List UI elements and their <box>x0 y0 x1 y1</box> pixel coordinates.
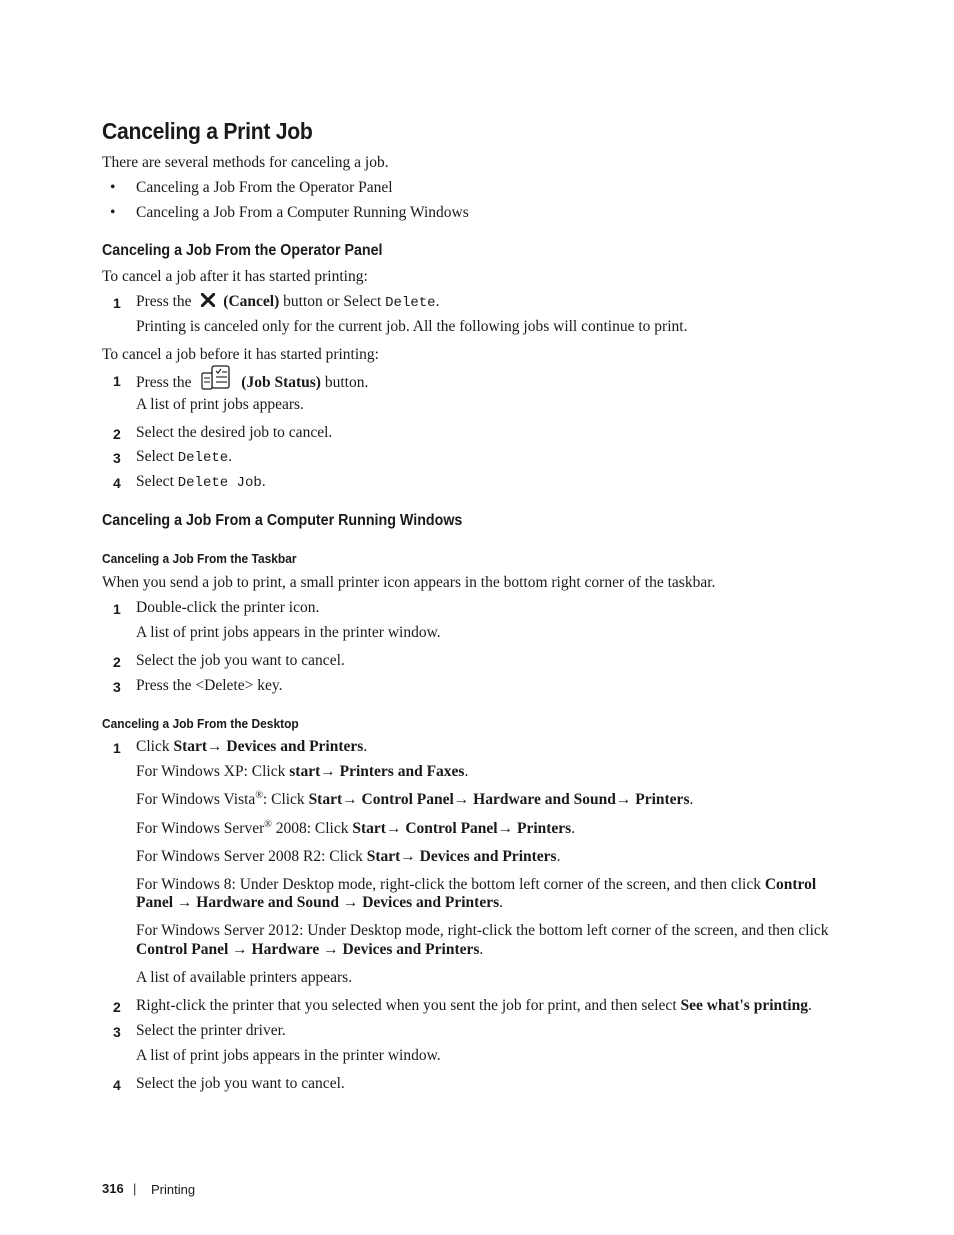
subheading-desktop: Canceling a Job From the Desktop <box>102 716 299 731</box>
section-heading-windows: Canceling a Job From a Computer Running Windows <box>102 512 463 529</box>
step-text: Select the job you want to cancel. <box>136 1075 345 1092</box>
step-text: Press the (Cancel) button or Select Delete. <box>136 293 440 312</box>
step-text: Double-click the printer icon. <box>136 599 320 616</box>
windows-vista-line: For Windows Vista®: Click Start→ Control Panel→ Hardware and Sound→ Printers. <box>136 790 694 808</box>
step-number: 4 <box>113 1077 121 1093</box>
bullet-dot: • <box>110 179 116 196</box>
step-note: A list of print jobs appears in the printer window. <box>136 624 441 641</box>
intro-text: There are several methods for canceling a job. <box>102 154 389 171</box>
job-status-icon <box>201 365 231 396</box>
step-text: Select the printer driver. <box>136 1022 286 1039</box>
page-number: 316 <box>102 1181 124 1196</box>
subheading-taskbar: Canceling a Job From the Taskbar <box>102 551 297 566</box>
step-text: Press the (Job Status) button. <box>136 371 368 396</box>
windows-server-2008-r2-line: For Windows Server 2008 R2: Click Start→ Devices and Printers. <box>136 848 561 865</box>
step-note: A list of available printers appears. <box>136 969 353 986</box>
windows-server-2012-line: For Windows Server 2012: Under Desktop mode, right-click the bottom left corner of the screen, and then click <box>136 922 829 939</box>
step-number: 3 <box>113 679 121 695</box>
footer-section-name: Printing <box>151 1182 196 1197</box>
before-start-intro: To cancel a job before it has started printing: <box>102 346 379 363</box>
step-number: 2 <box>113 999 121 1015</box>
windows-8-line: For Windows 8: Under Desktop mode, right-click the bottom left corner of the screen, and then click Control <box>136 876 817 893</box>
after-start-intro: To cancel a job after it has started printing: <box>102 268 368 285</box>
step-number: 3 <box>113 450 121 466</box>
step-number: 1 <box>113 295 121 311</box>
step-number: 2 <box>113 426 121 442</box>
bullet-dot: • <box>110 204 116 221</box>
step-note: A list of print jobs appears. <box>136 396 304 413</box>
step-number: 3 <box>113 1024 121 1040</box>
step-number: 1 <box>113 601 121 617</box>
step-number: 1 <box>113 373 121 389</box>
bullet-item: Canceling a Job From the Operator Panel <box>136 179 393 196</box>
step-note: Printing is canceled only for the current job. All the following jobs will continue to print. <box>136 318 688 335</box>
step-number: 4 <box>113 475 121 491</box>
bullet-item: Canceling a Job From a Computer Running Windows <box>136 204 469 221</box>
section-heading-operator-panel: Canceling a Job From the Operator Panel <box>102 242 383 259</box>
step-text: Select the job you want to cancel. <box>136 652 345 669</box>
step-text: Select Delete. <box>136 448 233 466</box>
step-text: Select the desired job to cancel. <box>136 424 333 441</box>
windows-server-2012-line-cont: Control Panel → Hardware → Devices and Printers. <box>136 941 484 958</box>
windows-8-line-cont: Panel → Hardware and Sound → Devices and Printers. <box>136 894 503 911</box>
cancel-x-icon <box>201 293 215 312</box>
page-title: Canceling a Print Job <box>102 118 313 144</box>
footer-separator: | <box>133 1181 137 1196</box>
taskbar-intro: When you send a job to print, a small printer icon appears in the bottom right corner of the taskbar. <box>102 574 716 591</box>
step-text: Right-click the printer that you selected when you sent the job for print, and then select See what's printing. <box>136 997 812 1014</box>
step-note: A list of print jobs appears in the printer window. <box>136 1047 441 1064</box>
step-number: 2 <box>113 654 121 670</box>
step-number: 1 <box>113 740 121 756</box>
windows-xp-line: For Windows XP: Click start→ Printers and Faxes. <box>136 763 469 780</box>
step-text: Click Start→ Devices and Printers. <box>136 738 368 755</box>
windows-server-2008-line: For Windows Server® 2008: Click Start→ Control Panel→ Printers. <box>136 819 576 837</box>
step-text: Select Delete Job. <box>136 473 266 491</box>
step-text: Press the <Delete> key. <box>136 677 283 694</box>
